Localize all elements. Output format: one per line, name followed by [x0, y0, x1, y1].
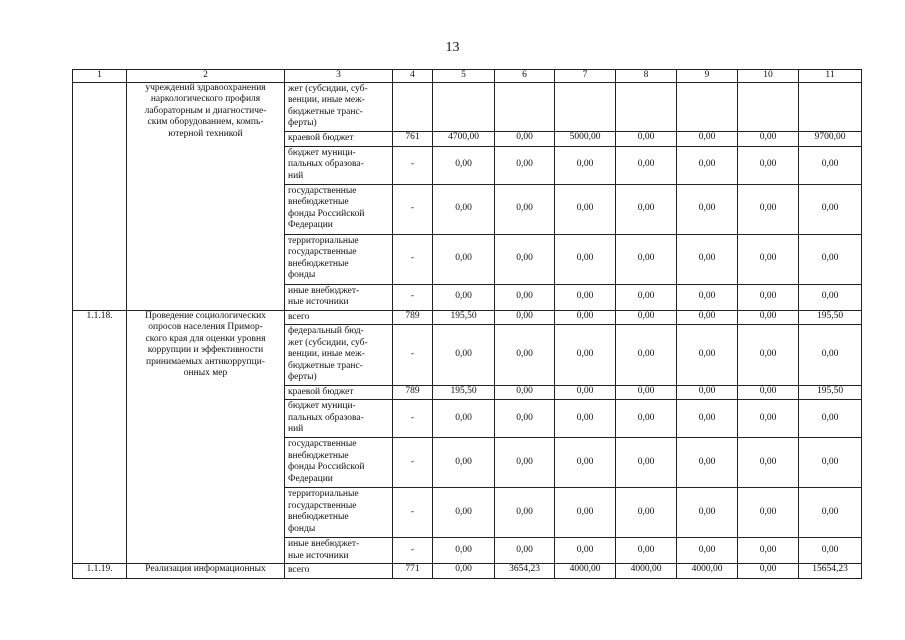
funding-source-line: государственные	[288, 500, 357, 511]
value-col-8: 0,00	[616, 325, 677, 386]
col4-code: 761	[393, 131, 433, 146]
funding-source-line: территориальные	[288, 489, 359, 499]
funding-source	[285, 184, 393, 234]
value-col-7: 0,00	[555, 488, 616, 538]
column-header-8: 8	[616, 70, 677, 83]
col4-code: -	[393, 538, 433, 564]
funding-source-line: Федерации	[288, 220, 333, 230]
page-number: 13	[445, 40, 460, 55]
item-name	[127, 82, 285, 310]
value-col-8: 0,00	[616, 131, 677, 146]
funding-source	[285, 284, 393, 310]
value-col-5: 0,00	[433, 564, 495, 579]
funding-source-line: всего	[288, 565, 310, 575]
value-col-6: 0,00	[495, 310, 555, 325]
col4-code: -	[393, 184, 433, 234]
item-name-line: ским оборудованием, компь-	[147, 117, 264, 127]
value-col-7: 0,00	[555, 184, 616, 234]
funding-source-line: внебюджетные	[288, 512, 349, 522]
col4-code: -	[393, 400, 433, 438]
value-col-10: 0,00	[738, 385, 799, 400]
table-body	[73, 70, 862, 579]
funding-source-line: жет (субсидии, суб-	[288, 83, 368, 94]
value-col-11: 0,00	[799, 438, 862, 488]
value-col-10: 0,00	[738, 184, 799, 234]
funding-source-line: пальных образова-	[288, 159, 364, 169]
funding-source	[285, 82, 393, 131]
value-col-8: 0,00	[616, 400, 677, 438]
value-col-8: 0,00	[616, 438, 677, 488]
value-col-6: 3654,23	[495, 564, 555, 579]
value-col-6: 0,00	[495, 488, 555, 538]
column-header-6: 6	[495, 70, 555, 83]
value-col-5	[433, 82, 495, 131]
funding-source-line: краевой бюджет	[288, 386, 354, 397]
value-col-10: 0,00	[738, 564, 799, 579]
value-col-5: 195,50	[433, 310, 495, 325]
value-col-7: 0,00	[555, 284, 616, 310]
value-col-10: 0,00	[738, 325, 799, 386]
funding-source-line: государственные	[288, 247, 357, 257]
value-col-9: 4000,00	[677, 564, 738, 579]
column-header-3: 3	[285, 70, 393, 83]
value-col-5: 0,00	[433, 234, 495, 284]
value-col-6	[495, 82, 555, 131]
value-col-11: 0,00	[799, 146, 862, 184]
value-col-6: 0,00	[495, 284, 555, 310]
value-col-10: 0,00	[738, 284, 799, 310]
value-col-8: 0,00	[616, 284, 677, 310]
column-header-4: 4	[393, 70, 433, 83]
funding-source	[285, 438, 393, 488]
funding-source-line: венции, иные меж-	[288, 95, 365, 105]
value-col-7: 4000,00	[555, 564, 616, 579]
value-col-8: 0,00	[616, 488, 677, 538]
value-col-5: 0,00	[433, 146, 495, 184]
value-col-9: 0,00	[677, 234, 738, 284]
value-col-11: 0,00	[799, 234, 862, 284]
column-header-11: 11	[799, 70, 862, 83]
value-col-7: 0,00	[555, 400, 616, 438]
value-col-9: 0,00	[677, 131, 738, 146]
value-col-6: 0,00	[495, 184, 555, 234]
funding-source-line: ний	[288, 424, 304, 434]
value-col-9: 0,00	[677, 385, 738, 400]
funding-source-line: внебюджетные	[288, 258, 349, 269]
value-col-9: 0,00	[677, 310, 738, 325]
funding-source-line: ферты)	[288, 118, 317, 128]
value-col-11: 0,00	[799, 184, 862, 234]
value-col-9: 0,00	[677, 325, 738, 386]
table-row	[73, 564, 862, 579]
value-col-11: 0,00	[799, 400, 862, 438]
value-col-7	[555, 82, 616, 131]
funding-source-line: краевой бюджет	[288, 132, 354, 143]
funding-source-line: внебюджетные	[288, 450, 349, 461]
value-col-5: 195,50	[433, 385, 495, 400]
col4-code: 789	[393, 385, 433, 400]
value-col-8: 0,00	[616, 385, 677, 400]
funding-source-line: бюджетные транс-	[288, 360, 363, 371]
value-col-9: 0,00	[677, 146, 738, 184]
value-col-8: 0,00	[616, 310, 677, 325]
funding-source	[285, 538, 393, 564]
value-col-10: 0,00	[738, 234, 799, 284]
value-col-10: 0,00	[738, 438, 799, 488]
item-name-line: Проведение социологических	[145, 310, 266, 321]
budget-table	[72, 69, 862, 579]
value-col-9: 0,00	[677, 488, 738, 538]
funding-source-line: фонды Российской	[288, 462, 365, 472]
value-col-11	[799, 82, 862, 131]
value-col-11: 15654,23	[799, 564, 862, 579]
funding-source-line: жет (субсидии, суб-	[288, 337, 368, 348]
funding-source-line: ний	[288, 170, 304, 181]
funding-source	[285, 564, 393, 579]
value-col-10	[738, 82, 799, 131]
value-col-8: 4000,00	[616, 564, 677, 579]
value-col-6: 0,00	[495, 438, 555, 488]
value-col-11: 195,50	[799, 310, 862, 325]
funding-source-line: территориальные	[288, 235, 359, 246]
item-name-line: Реализация информационных	[145, 564, 266, 574]
funding-source	[285, 234, 393, 284]
value-col-5: 4700,00	[433, 131, 495, 146]
value-col-7: 0,00	[555, 310, 616, 325]
item-code	[73, 82, 127, 310]
item-name-line: наркологического профиля	[150, 94, 261, 104]
funding-source-line: всего	[288, 311, 310, 322]
value-col-9: 0,00	[677, 400, 738, 438]
funding-source	[285, 131, 393, 146]
funding-source	[285, 310, 393, 325]
item-name	[127, 310, 285, 564]
value-col-9: 0,00	[677, 538, 738, 564]
value-col-10: 0,00	[738, 400, 799, 438]
value-col-5: 0,00	[433, 400, 495, 438]
funding-source-line: государственные	[288, 439, 357, 449]
funding-source-line: ные источники	[288, 550, 349, 561]
funding-source-line: фонды Российской	[288, 208, 365, 219]
value-col-7: 0,00	[555, 385, 616, 400]
col4-code: -	[393, 284, 433, 310]
value-col-7: 0,00	[555, 438, 616, 488]
column-header-10: 10	[738, 70, 799, 83]
value-col-10: 0,00	[738, 310, 799, 325]
value-col-5: 0,00	[433, 184, 495, 234]
item-name-line: учреждений здравоохранения	[145, 82, 266, 93]
col4-code: 771	[393, 564, 433, 579]
col4-code: -	[393, 325, 433, 386]
col4-code	[393, 82, 433, 131]
funding-source-line: иные внебюджет-	[288, 539, 360, 549]
col4-code: -	[393, 488, 433, 538]
table-row	[73, 310, 862, 325]
value-col-7: 0,00	[555, 234, 616, 284]
funding-source-line: бюджет муници-	[288, 401, 356, 411]
value-col-6: 0,00	[495, 385, 555, 400]
value-col-7: 0,00	[555, 538, 616, 564]
item-name-line: ского края для оценки уровня	[145, 333, 266, 344]
funding-source-line: ферты)	[288, 372, 317, 382]
item-name-line: коррупции и эффективности	[147, 345, 264, 355]
value-col-8: 0,00	[616, 146, 677, 184]
value-col-6: 0,00	[495, 400, 555, 438]
value-col-11: 0,00	[799, 325, 862, 386]
item-name-line: ютерной техникой	[168, 128, 243, 139]
item-name-line: принимаемых антикоррупци-	[146, 356, 265, 367]
value-col-8: 0,00	[616, 538, 677, 564]
value-col-9: 0,00	[677, 184, 738, 234]
value-col-10: 0,00	[738, 538, 799, 564]
value-col-6: 0,00	[495, 131, 555, 146]
funding-source	[285, 146, 393, 184]
value-col-6: 0,00	[495, 538, 555, 564]
value-col-9: 0,00	[677, 284, 738, 310]
col4-code: -	[393, 438, 433, 488]
funding-source-line: ные источники	[288, 297, 349, 307]
funding-source-line: иные внебюджет-	[288, 285, 360, 296]
funding-source	[285, 400, 393, 438]
value-col-11: 0,00	[799, 538, 862, 564]
col4-code: -	[393, 234, 433, 284]
funding-source-line: бюджет муници-	[288, 147, 356, 158]
item-name-line: опросов населения Примор-	[148, 322, 263, 332]
value-col-5: 0,00	[433, 438, 495, 488]
value-col-8: 0,00	[616, 184, 677, 234]
value-col-11: 0,00	[799, 488, 862, 538]
column-number-row	[73, 70, 862, 83]
value-col-10: 0,00	[738, 131, 799, 146]
funding-source-line: федеральный бюд-	[288, 326, 364, 336]
item-code: 1.1.19.	[73, 564, 127, 579]
column-header-9: 9	[677, 70, 738, 83]
column-header-5: 5	[433, 70, 495, 83]
value-col-8: 0,00	[616, 234, 677, 284]
value-col-9	[677, 82, 738, 131]
value-col-5: 0,00	[433, 488, 495, 538]
value-col-5: 0,00	[433, 538, 495, 564]
column-header-2: 2	[127, 70, 285, 83]
funding-source-line: Федерации	[288, 473, 333, 484]
funding-source-line: бюджетные транс-	[288, 106, 363, 117]
value-col-6: 0,00	[495, 234, 555, 284]
value-col-10: 0,00	[738, 488, 799, 538]
funding-source-line: пальных образова-	[288, 412, 364, 423]
value-col-11: 9700,00	[799, 131, 862, 146]
funding-source-line: внебюджетные	[288, 197, 349, 207]
item-code: 1.1.18.	[73, 310, 127, 564]
table-row	[73, 82, 862, 131]
funding-source-line: фонды	[288, 270, 316, 280]
col4-code: 789	[393, 310, 433, 325]
item-name-line: лабораторным и диагностиче-	[144, 105, 267, 116]
value-col-7: 0,00	[555, 325, 616, 386]
value-col-8	[616, 82, 677, 131]
value-col-11: 195,50	[799, 385, 862, 400]
funding-source-line: государственные	[288, 185, 357, 196]
column-header-1: 1	[73, 70, 127, 83]
funding-source	[285, 325, 393, 386]
value-col-11: 0,00	[799, 284, 862, 310]
value-col-7: 5000,00	[555, 131, 616, 146]
funding-source	[285, 488, 393, 538]
value-col-5: 0,00	[433, 284, 495, 310]
funding-source-line: фонды	[288, 523, 316, 534]
value-col-6: 0,00	[495, 146, 555, 184]
value-col-6: 0,00	[495, 325, 555, 386]
funding-source-line: венции, иные меж-	[288, 349, 365, 359]
item-name	[127, 564, 285, 579]
value-col-7: 0,00	[555, 146, 616, 184]
funding-source	[285, 385, 393, 400]
value-col-9: 0,00	[677, 438, 738, 488]
value-col-10: 0,00	[738, 146, 799, 184]
value-col-5: 0,00	[433, 325, 495, 386]
column-header-7: 7	[555, 70, 616, 83]
item-name-line: онных мер	[183, 368, 228, 378]
col4-code: -	[393, 146, 433, 184]
